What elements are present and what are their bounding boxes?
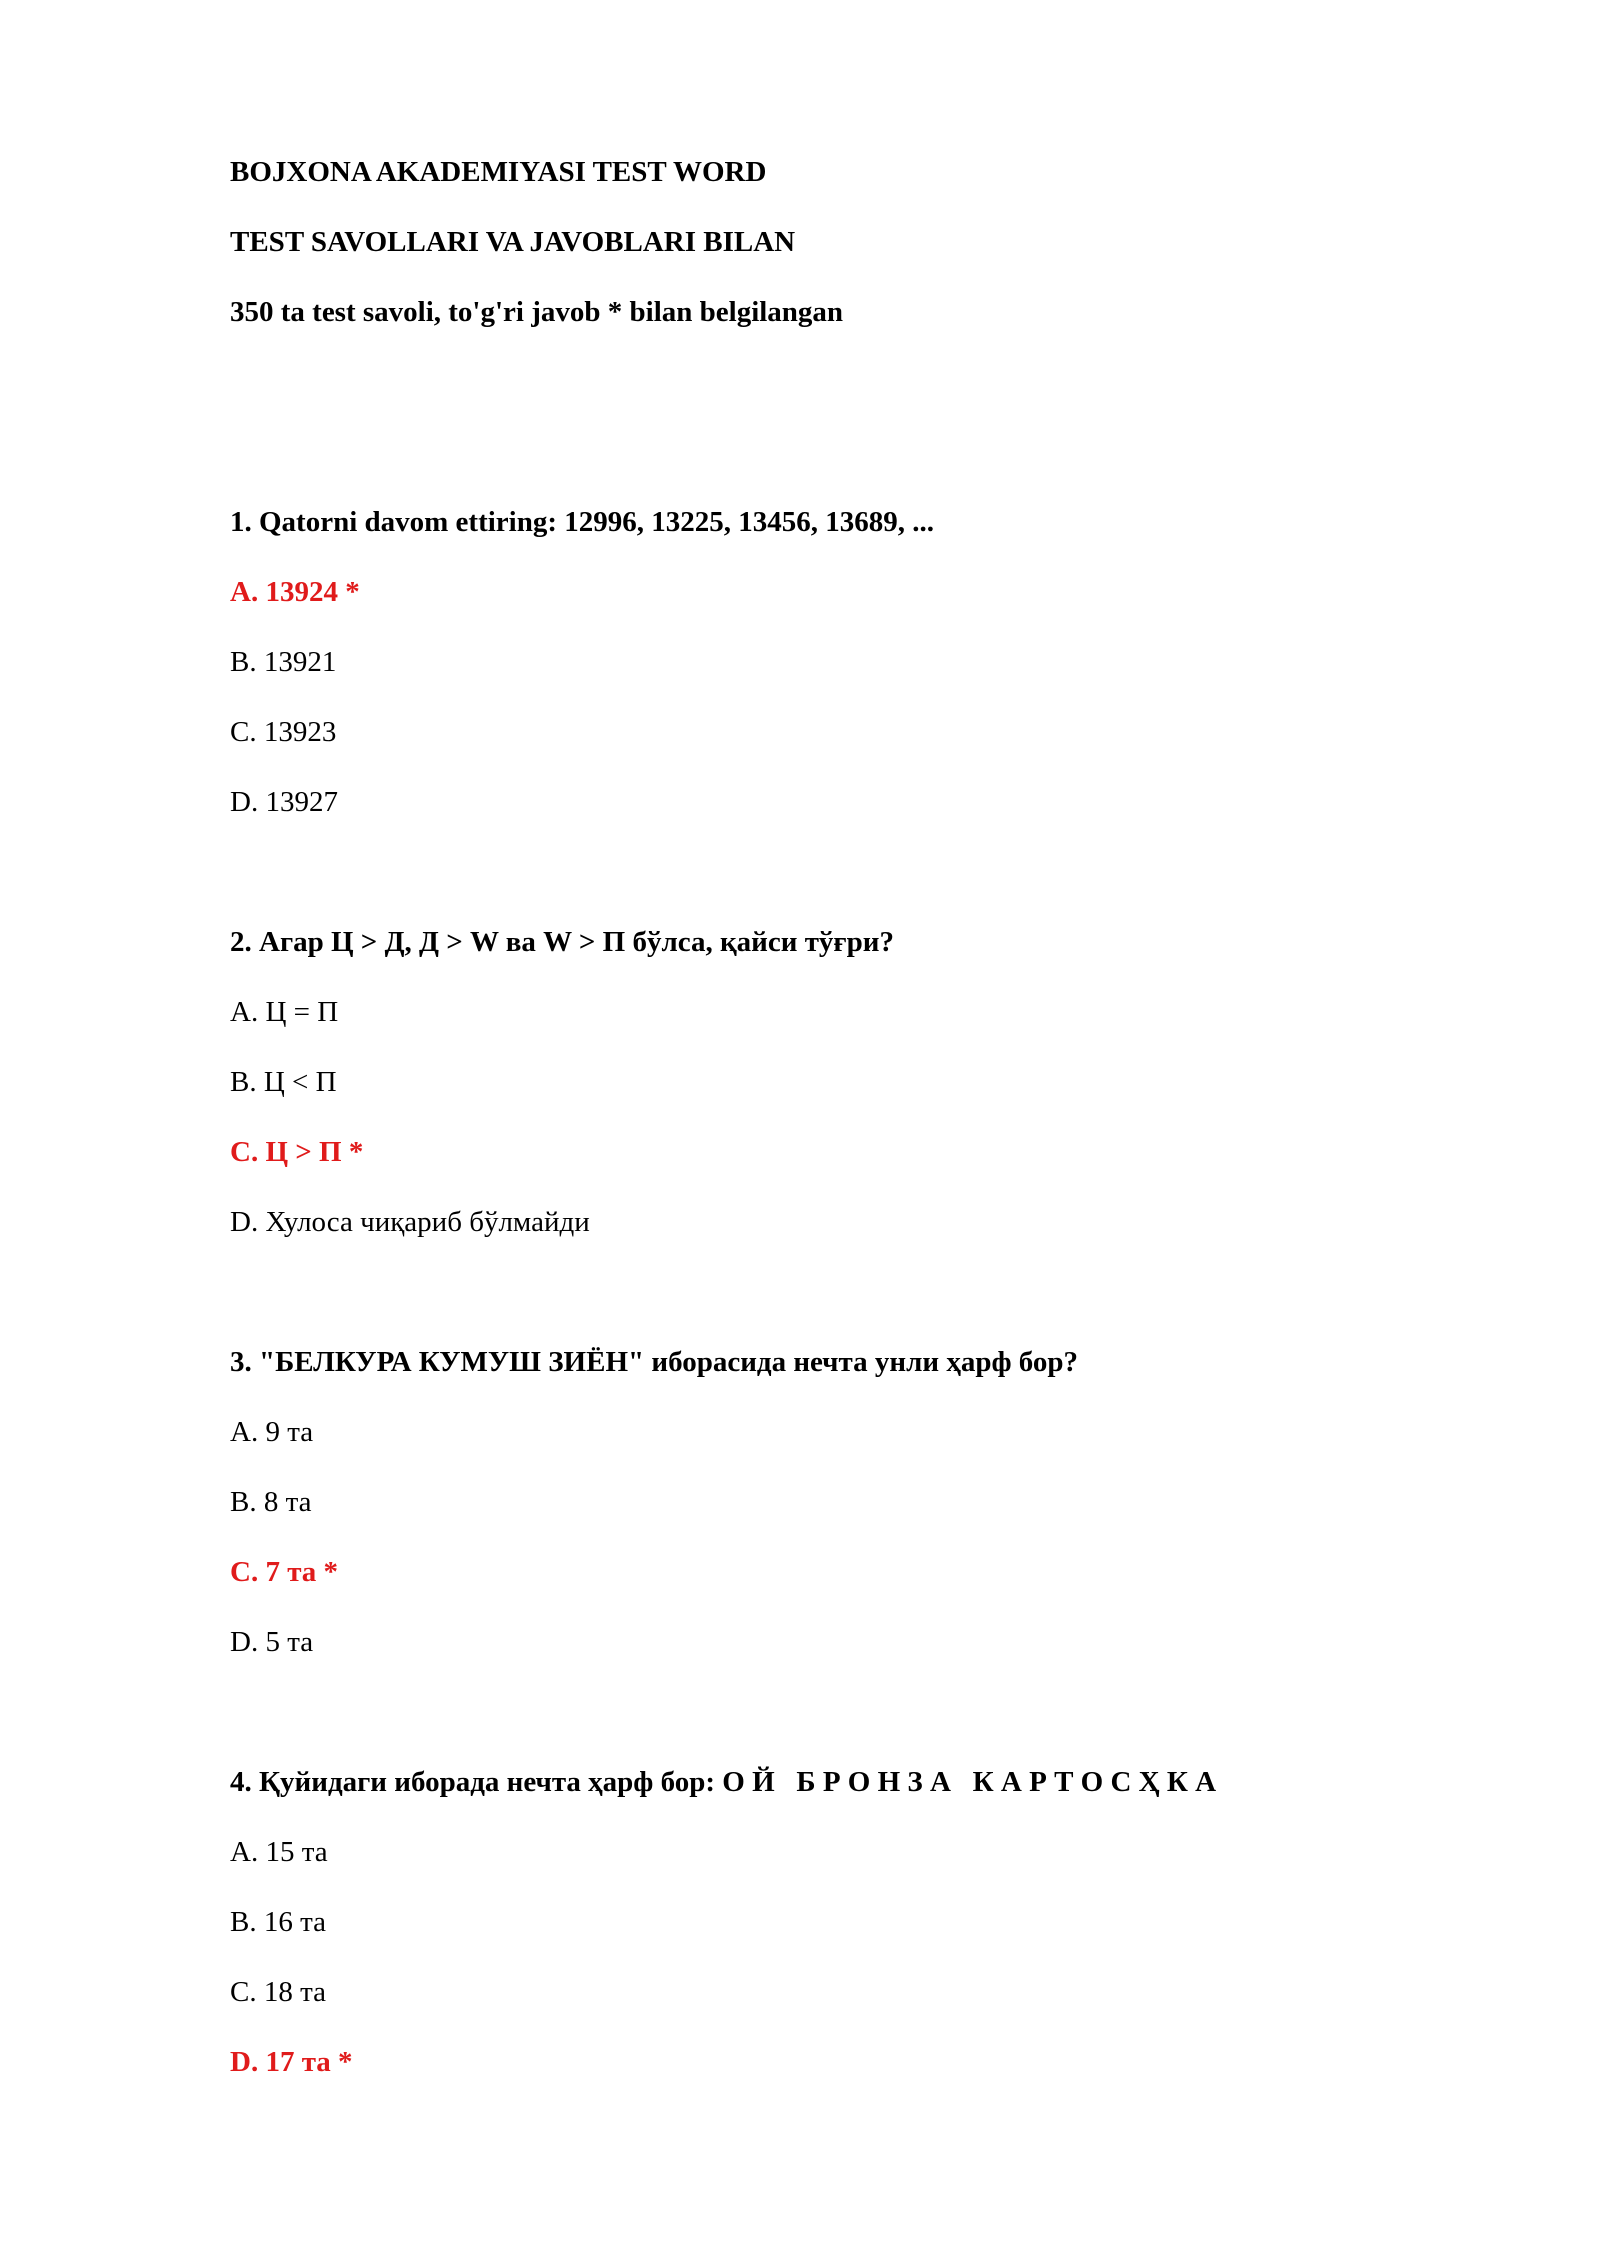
document-title: BOJXONA AKADEMIYASI TEST WORD <box>230 156 767 188</box>
answer-option: B. 16 та <box>230 1906 326 1938</box>
answer-option: D. 13927 <box>230 786 338 818</box>
document-subtitle: TEST SAVOLLARI VA JAVOBLARI BILAN <box>230 226 796 258</box>
question-text: 2. Агар Ц > Д, Д > W ва W > П бўлса, қайси тўғри? <box>230 926 894 958</box>
answer-option-correct: C. 7 та * <box>230 1556 339 1588</box>
answer-option: A. 9 та <box>230 1416 314 1448</box>
answer-option: C. 18 та <box>230 1976 326 2008</box>
answer-option: A. Ц = П <box>230 996 339 1028</box>
question-text: 3. "БЕЛКУРА КУМУШ ЗИЁН" иборасида нечта унли ҳарф бор? <box>230 1346 1079 1378</box>
answer-option: D. Хулоса чиқариб бўлмайди <box>230 1206 590 1238</box>
answer-option: B. 8 та <box>230 1486 312 1518</box>
answer-option: B. 13921 <box>230 646 337 678</box>
document-description: 350 ta test savoli, to'g'ri javob * bilan belgilangan <box>230 296 844 328</box>
answer-option: D. 5 та <box>230 1626 314 1658</box>
answer-option-correct: D. 17 та * <box>230 2046 353 2078</box>
question-text: 1. Qatorni davom ettiring: 12996, 13225, 13456, 13689, ... <box>230 506 935 538</box>
answer-option-correct: A. 13924 * <box>230 576 360 608</box>
answer-option: B. Ц < П <box>230 1066 337 1098</box>
answer-option: C. 13923 <box>230 716 337 748</box>
answer-option: A. 15 та <box>230 1836 328 1868</box>
question-text: 4. Қуйидаги иборада нечта ҳарф бор: О Й Б Р О Н З А К А Р Т О С Ҳ К А <box>230 1766 1217 1798</box>
answer-option-correct: C. Ц > П * <box>230 1136 364 1168</box>
